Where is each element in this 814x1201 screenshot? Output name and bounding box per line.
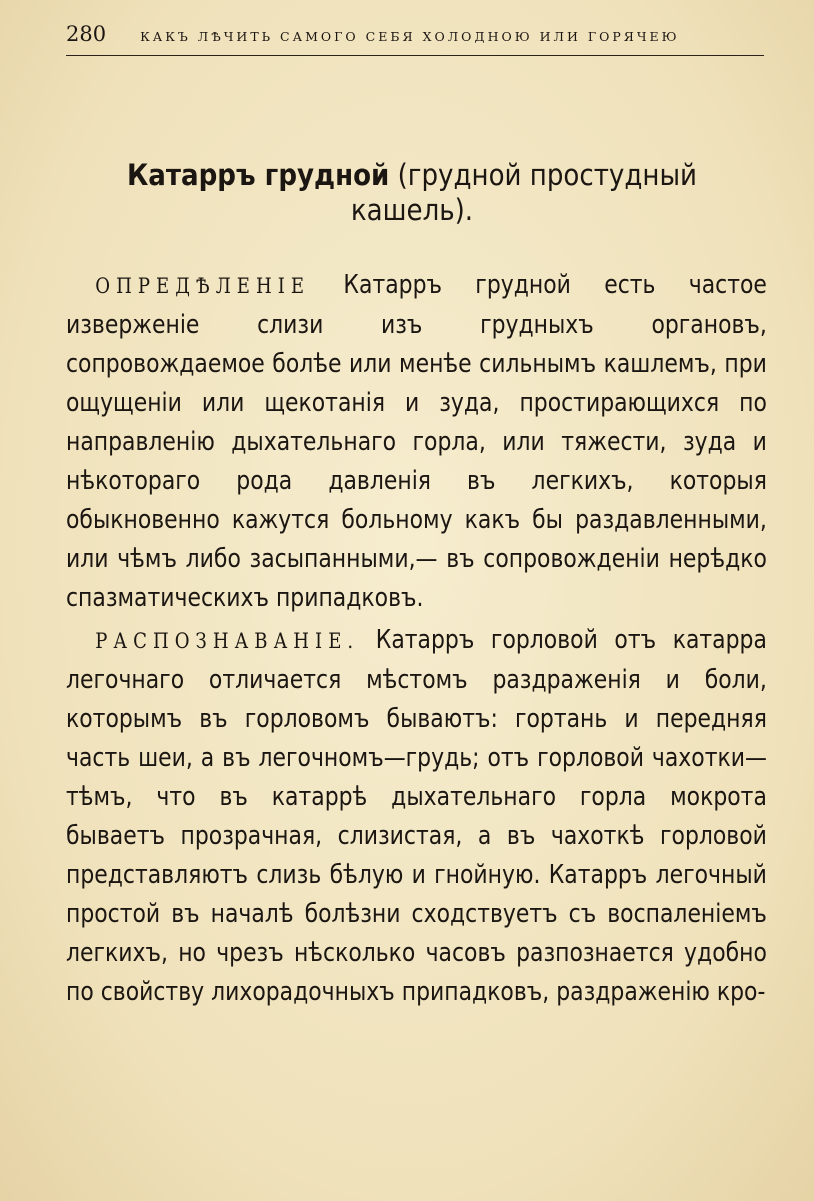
running-head [66, 22, 756, 50]
header-rule [66, 55, 764, 56]
paragraph-label: РАСПОЗНАВАНІЕ. [95, 629, 360, 653]
paragraph-definition [66, 266, 767, 618]
running-title: КАКЪ ЛѢЧИТЬ САМОГО СЕБЯ ХОЛОДНОЮ ИЛИ ГОРЯЧЕЮ [140, 29, 680, 44]
section-title [66, 158, 758, 228]
section-title-bold: Катарръ грудной [126, 158, 390, 192]
paragraph-text: Катарръ горловой отъ катарра легочнаго отличается мѣстомъ раздраженія и боли, которымъ въ горловомъ бываютъ: гортань и передняя часть шеи, а въ легочномъ—грудь; отъ горловой чахотки—тѣмъ, что въ катаррѣ дыхательнаго горла мокрота бываетъ прозрачная, слизистая, а въ чахоткѣ горловой представляютъ слизь бѣлую и гнойную. Катарръ легочный простой въ началѣ болѣзни сходствуетъ съ воспаленіемъ легкихъ, но чрезъ нѣсколько часовъ разпознается удобно по свойству лихорадочныхъ припадковъ, раздраженію кро- [66, 625, 767, 1007]
page-number: 280 [66, 22, 107, 46]
paragraph-label: ОПРЕДѢЛЕНІЕ [95, 274, 311, 298]
paragraph-diagnosis [66, 621, 767, 1012]
body-text [66, 266, 767, 1012]
paragraph-text: Катарръ грудной есть частое изверженіе слизи изъ грудныхъ органовъ, сопровождаемое болѣе или менѣе сильнымъ кашлемъ, при ощущеніи или щекотанія и зуда, простирающихся по направленію дыхательнаго горла, или тяжести, зуда и нѣкотораго рода давленія въ легкихъ, которыя обыкновенно кажутся больному какъ бы раздавленными, или чѣмъ либо засыпанными,— въ сопровожденіи нерѣдко спазматическихъ припадковъ. [66, 270, 767, 613]
section-title-subtitle: (грудной простудный кашель). [350, 158, 697, 227]
